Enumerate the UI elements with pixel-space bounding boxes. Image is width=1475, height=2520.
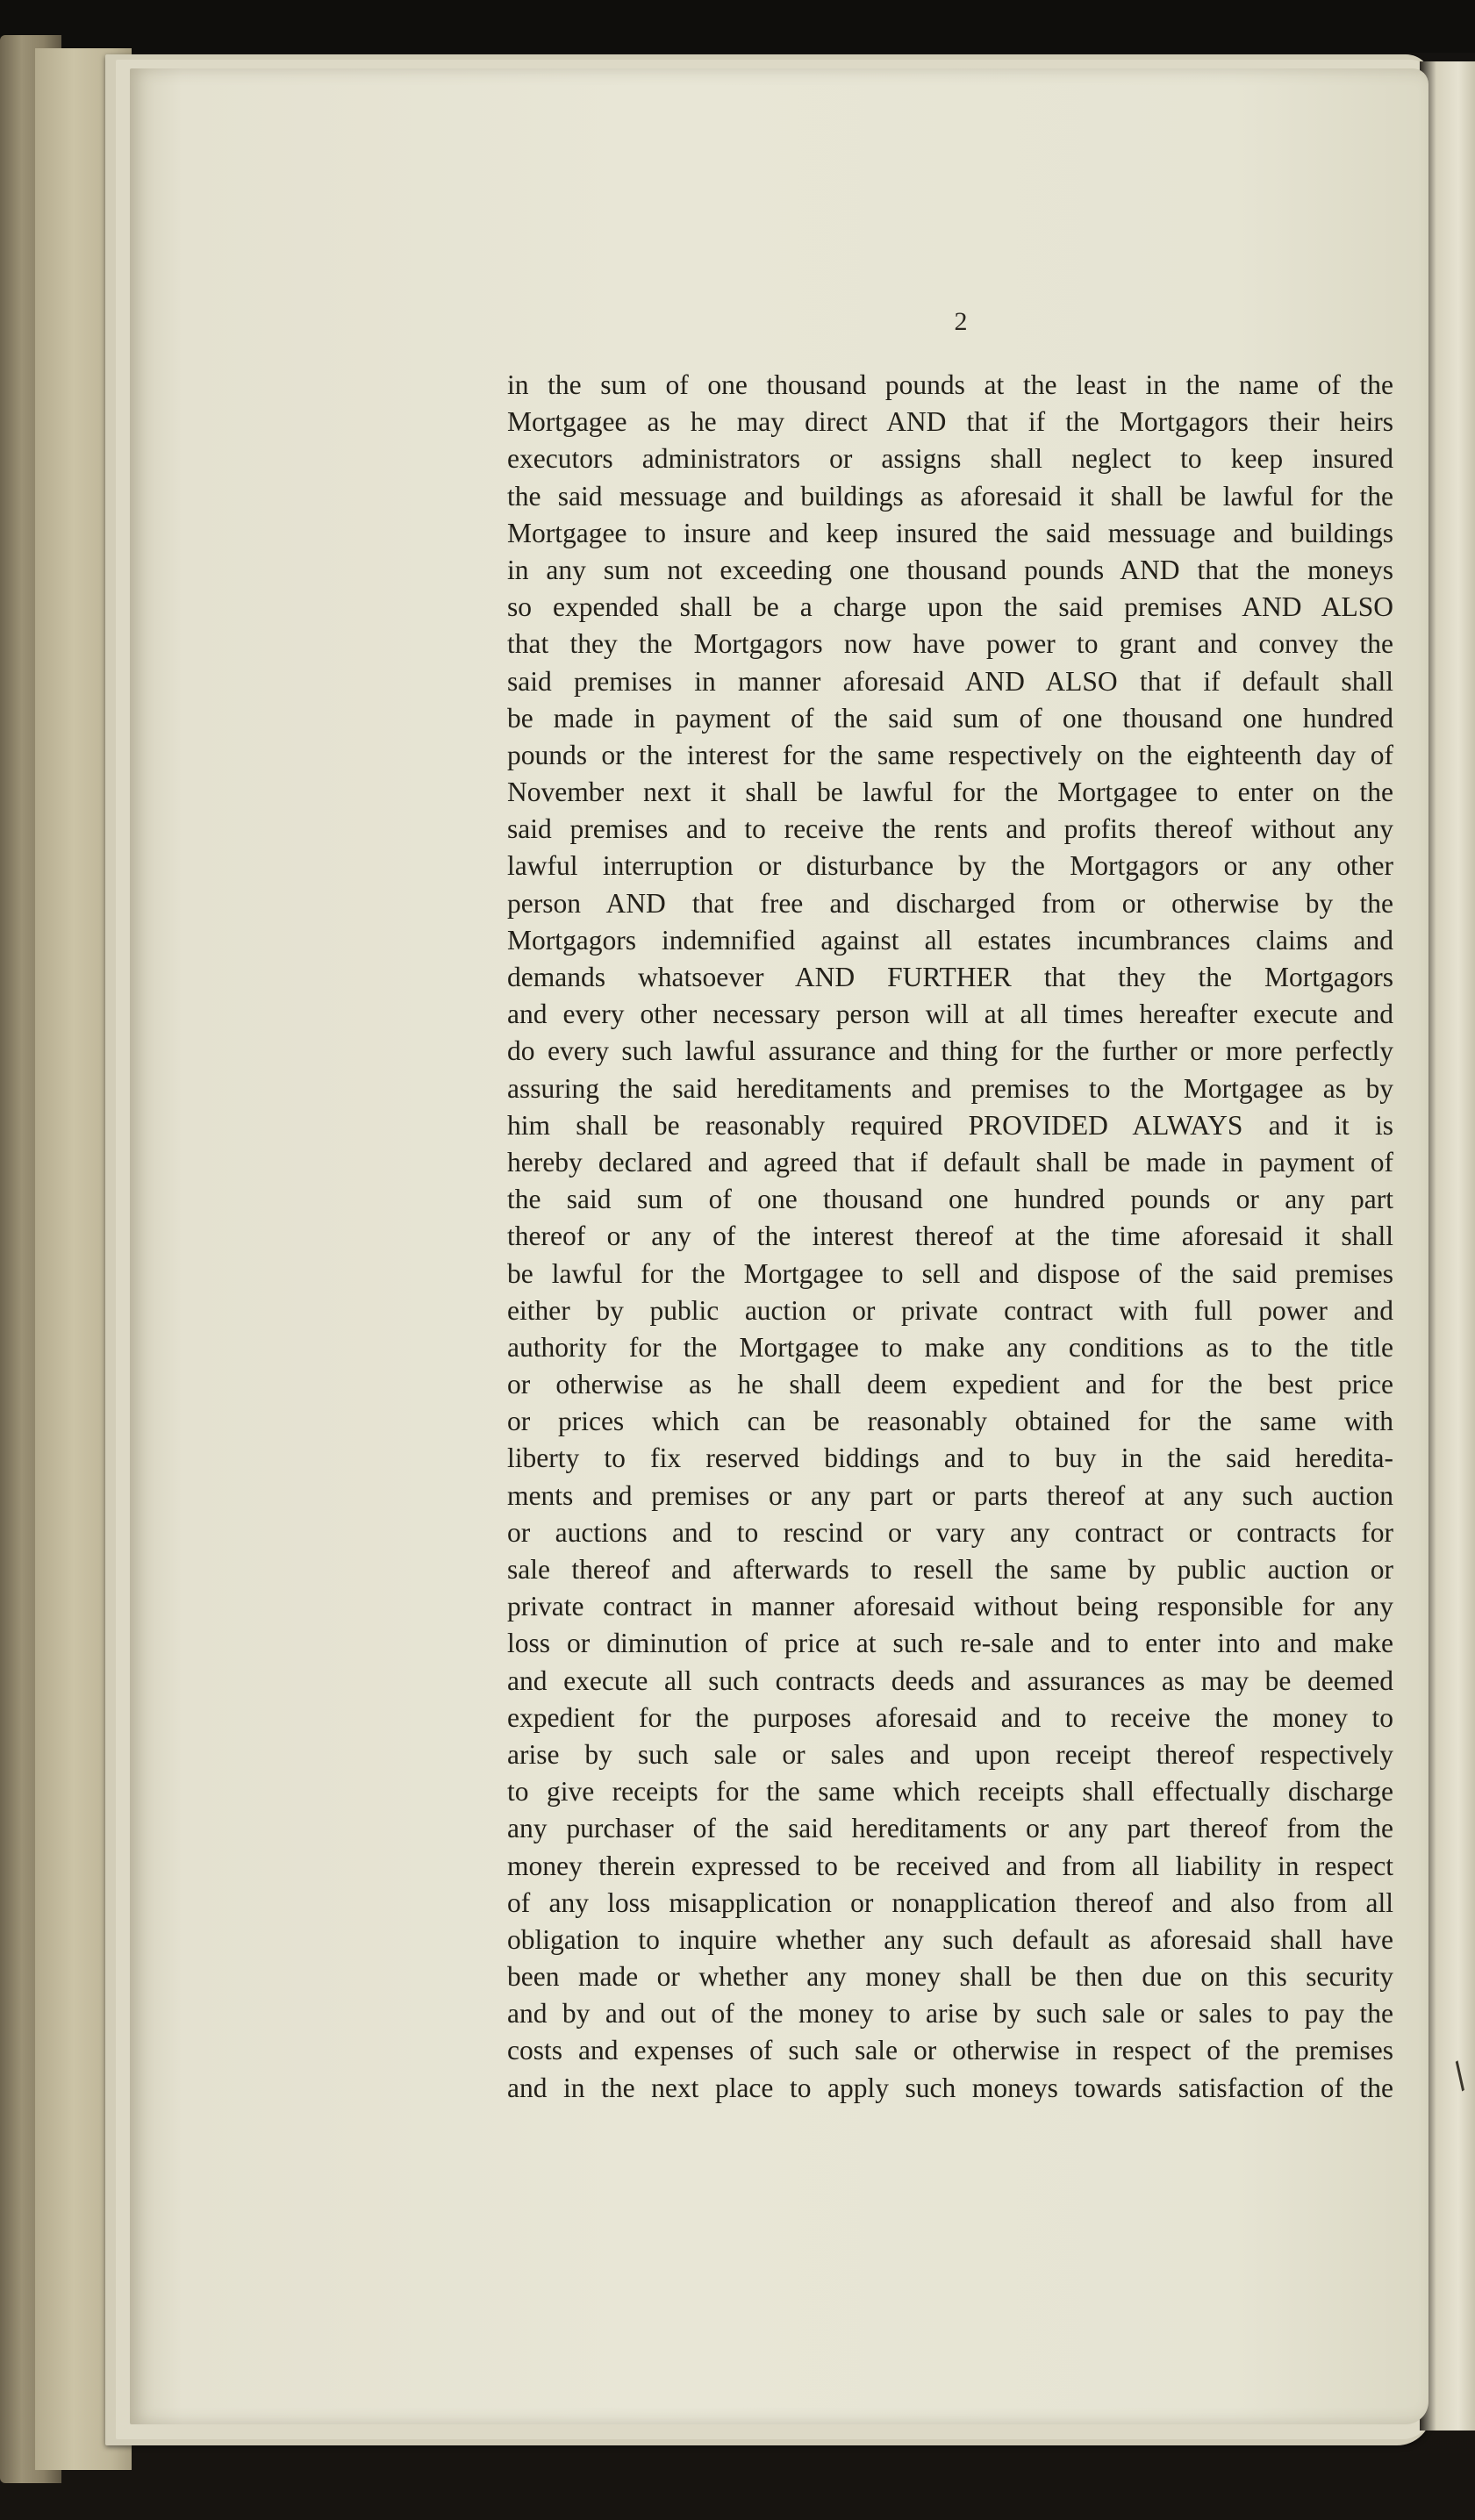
text-line: or auctions and to rescind or vary any contract or contracts for bbox=[507, 1516, 1393, 1548]
text-line: and in the next place to apply such moneys towards satisfaction of the bbox=[507, 2072, 1393, 2103]
text-line: to give receipts for the same which receipts shall effectually discharge bbox=[507, 1776, 1393, 1808]
text-line: loss or diminution of price at such re-sale and to enter into and make bbox=[507, 1628, 1393, 1659]
page-number: 2 bbox=[954, 307, 968, 336]
text-line: private contract in manner aforesaid without being responsible for any bbox=[507, 1591, 1393, 1622]
text-line: assuring the said hereditaments and premises to the Mortgagee as by bbox=[507, 1072, 1393, 1104]
text-line: and by and out of the money to arise by such sale or sales to pay the bbox=[507, 1998, 1393, 2030]
text-line: November next it shall be lawful for the Mortgagee to enter on the bbox=[507, 777, 1393, 808]
text-line: executors administrators or assigns shall neglect to keep insured bbox=[507, 443, 1393, 475]
text-line: obligation to inquire whether any such default as aforesaid shall have bbox=[507, 1923, 1393, 1955]
text-line: hereby declared and agreed that if default shall be made in payment of bbox=[507, 1146, 1393, 1178]
text-line: Mortgagee to insure and keep insured the said messuage and buildings bbox=[507, 517, 1393, 548]
text-line: the said sum of one thousand one hundred pounds or any part bbox=[507, 1184, 1393, 1215]
text-line: or prices which can be reasonably obtained for the same with bbox=[507, 1406, 1393, 1437]
text-line: of any loss misapplication or nonapplication thereof and also from all bbox=[507, 1886, 1393, 1918]
text-line: Mortgagors indemnified against all estates incumbrances claims and bbox=[507, 924, 1393, 956]
text-line: ments and premises or any part or parts thereof at any such auction bbox=[507, 1479, 1393, 1511]
facing-page-mark: / bbox=[1444, 2055, 1475, 2096]
text-line: said premises in manner aforesaid AND ALSO that if default shall bbox=[507, 665, 1393, 697]
text-line: the said messuage and buildings as aforesaid it shall be lawful for the bbox=[507, 480, 1393, 512]
text-line: so expended shall be a charge upon the said premises AND ALSO bbox=[507, 591, 1393, 623]
text-line: any purchaser of the said hereditaments or any part thereof from the bbox=[507, 1813, 1393, 1844]
text-line: been made or whether any money shall be then due on this security bbox=[507, 1961, 1393, 1993]
text-line: money therein expressed to be received and from all liability in respect bbox=[507, 1850, 1393, 1881]
body-text bbox=[507, 367, 1393, 2107]
text-line: in the sum of one thousand pounds at the least in the name of the bbox=[507, 369, 1393, 400]
text-line: authority for the Mortgagee to make any conditions as to the title bbox=[507, 1331, 1393, 1363]
text-line: in any sum not exceeding one thousand pounds AND that the moneys bbox=[507, 554, 1393, 585]
text-line: be lawful for the Mortgagee to sell and dispose of the said premises bbox=[507, 1257, 1393, 1289]
text-line: either by public auction or private contract with full power and bbox=[507, 1294, 1393, 1326]
text-line: do every such lawful assurance and thing for the further or more perfectly bbox=[507, 1035, 1393, 1067]
text-line: expedient for the purposes aforesaid and to receive the money to bbox=[507, 1701, 1393, 1733]
text-line: that they the Mortgagors now have power to grant and convey the bbox=[507, 628, 1393, 660]
text-line: demands whatsoever AND FURTHER that they the Mortgagors bbox=[507, 962, 1393, 992]
text-line: sale thereof and afterwards to resell the same by public auction or bbox=[507, 1554, 1393, 1585]
text-line: thereof or any of the interest thereof at the time aforesaid it shall bbox=[507, 1221, 1393, 1252]
text-line: or otherwise as he shall deem expedient and for the best price bbox=[507, 1369, 1393, 1400]
scan-top-edge bbox=[0, 0, 1475, 53]
text-line: lawful interruption or disturbance by the Mortgagors or any other bbox=[507, 850, 1393, 882]
text-line: pounds or the interest for the same respectively on the eighteenth day of bbox=[507, 739, 1393, 770]
text-line: and every other necessary person will at all times hereafter execute and bbox=[507, 999, 1393, 1030]
text-line: and execute all such contracts deeds and assurances as may be deemed bbox=[507, 1664, 1393, 1696]
text-line: person AND that free and discharged from or otherwise by the bbox=[507, 887, 1393, 919]
text-line: him shall be reasonably required PROVIDED ALWAYS and it is bbox=[507, 1109, 1393, 1141]
text-line: liberty to fix reserved biddings and to buy in the said heredita- bbox=[507, 1443, 1393, 1474]
text-line: arise by such sale or sales and upon receipt thereof respectively bbox=[507, 1738, 1393, 1770]
text-line: be made in payment of the said sum of one thousand one hundred bbox=[507, 702, 1393, 734]
text-line: costs and expenses of such sale or otherwise in respect of the premises bbox=[507, 2035, 1393, 2066]
text-line: said premises and to receive the rents and profits thereof without any bbox=[507, 813, 1393, 845]
text-line: Mortgagee as he may direct AND that if the Mortgagors their heirs bbox=[507, 406, 1393, 438]
